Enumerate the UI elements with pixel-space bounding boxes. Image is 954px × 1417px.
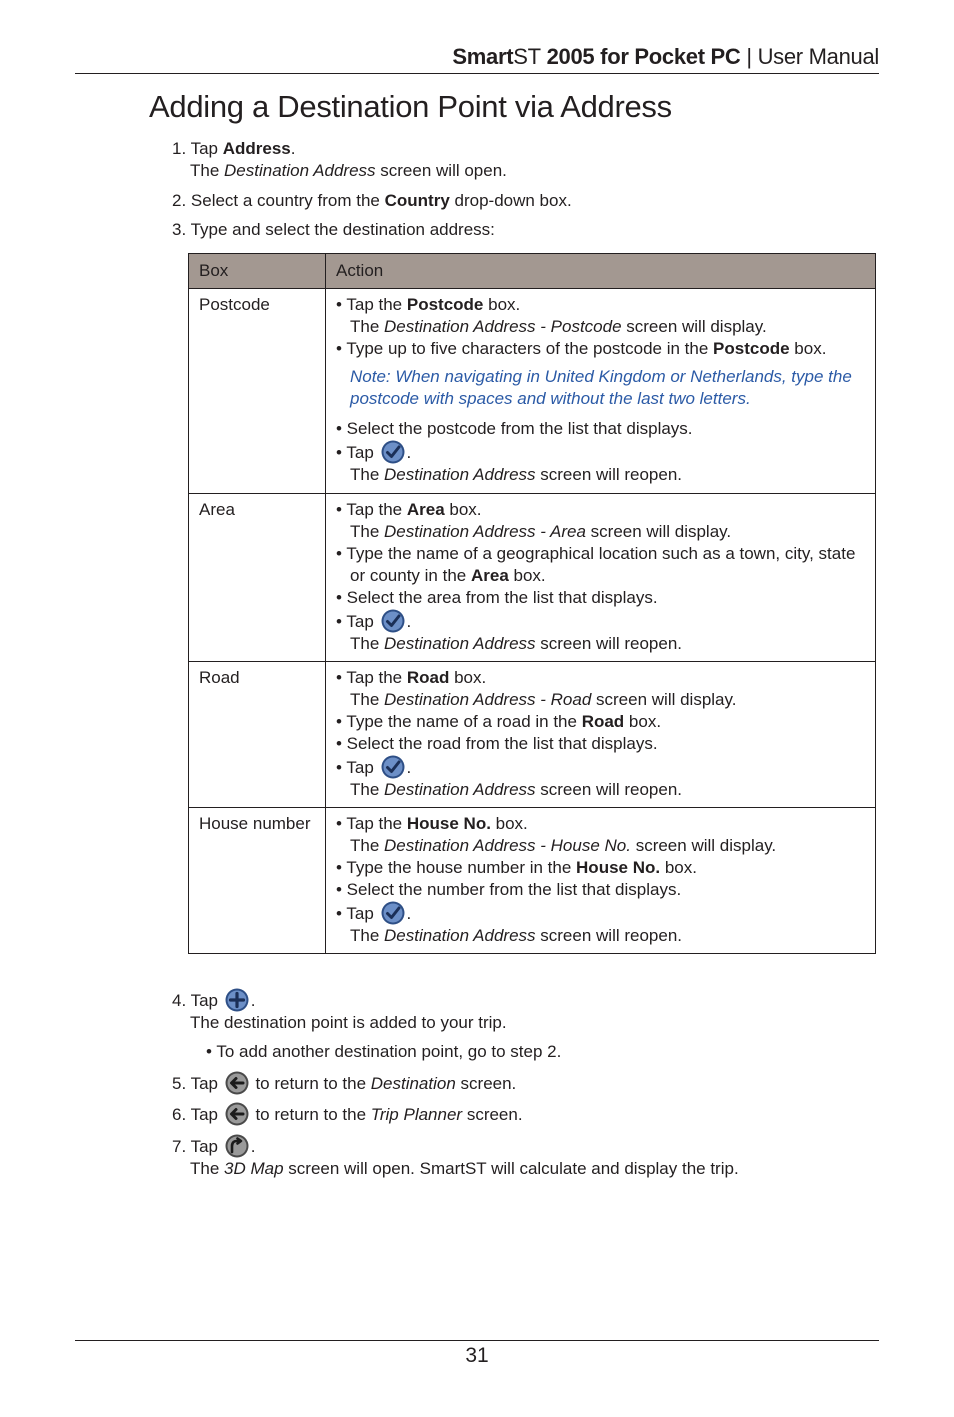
t: • Tap the [336, 814, 407, 833]
t: screen will display. [621, 317, 767, 336]
back-arrow-icon [225, 1102, 249, 1126]
road-b1-bold: Road [406, 668, 450, 687]
checkmark-icon [381, 901, 405, 925]
step-4-bullet: • To add another destination point, go to step 2. [206, 1042, 562, 1061]
step-1-line2-i: Destination Address [224, 161, 376, 180]
area-bullet-4 [336, 609, 865, 633]
t: screen will open. SmartST will calculate and display the trip. [283, 1159, 739, 1178]
t: • Tap the [336, 668, 407, 687]
page-number: 31 [465, 1344, 489, 1367]
t: • Type the name of a road in the [336, 712, 582, 731]
postcode-bullet-4 [336, 440, 865, 464]
t: The [350, 926, 385, 945]
postcode-b2-bold: Postcode [713, 339, 790, 358]
running-header [75, 44, 879, 72]
t: box. [490, 814, 528, 833]
area-screen-line [336, 521, 865, 543]
t: The [190, 1159, 225, 1178]
t: screen will reopen. [535, 634, 683, 653]
checkmark-icon [381, 755, 405, 779]
postcode-bullet-3: • Select the postcode from the list that displays. [336, 419, 693, 438]
t: box. [624, 712, 662, 731]
page-title: Adding a Destination Point via Address [149, 89, 672, 124]
house-b2-bold: House No. [576, 858, 661, 877]
step-4-prefix: 4. Tap [172, 991, 223, 1010]
road-b2-bold: Road [581, 712, 625, 731]
t: screen will reopen. [535, 926, 683, 945]
product-name: 2005 for Pocket PC [540, 44, 741, 69]
t: box. [449, 668, 487, 687]
step-1-line2 [172, 160, 507, 182]
step-1-line2-b: screen will open. [375, 161, 507, 180]
step-1 [172, 138, 507, 182]
postcode-screen-line [336, 316, 865, 338]
t: box. [660, 858, 697, 877]
step-7-suffix: . [250, 1137, 256, 1156]
step-1-bold: Address [222, 139, 291, 158]
action-road [326, 662, 876, 808]
address-fields-table [188, 253, 876, 954]
action-house-number [326, 808, 876, 954]
box-postcode: Postcode [189, 289, 326, 494]
area-bullet-1 [336, 499, 865, 521]
area-screen: Destination Address - Area [384, 522, 586, 541]
t: The [350, 317, 385, 336]
step-7-screen: 3D Map [224, 1159, 284, 1178]
step-2 [172, 190, 572, 212]
step-2-bold: Country [384, 191, 450, 210]
step-6-screen: Trip Planner [370, 1105, 463, 1124]
step-5-prefix: 5. Tap [172, 1074, 223, 1093]
t: • Tap the [336, 295, 407, 314]
t: Destination Address [384, 926, 536, 945]
postcode-bullet-1 [336, 294, 865, 316]
step-5-suffix: screen. [455, 1074, 517, 1093]
postcode-note [336, 366, 865, 410]
road-screen: Destination Address - Road [384, 690, 592, 709]
t: screen will display. [585, 522, 732, 541]
area-bullet-3: • Select the area from the list that displays. [336, 588, 658, 607]
brand-smart: Smart [452, 44, 514, 69]
road-bullet-2 [336, 711, 865, 733]
t: . [406, 443, 412, 462]
table-header-row [189, 254, 876, 289]
step-7-line2 [172, 1158, 739, 1180]
table-row-road [189, 662, 876, 808]
area-bullet-2-cont [336, 565, 865, 587]
brand-st: ST [513, 44, 541, 69]
t: . [406, 758, 412, 777]
t: . [406, 612, 412, 631]
t: The [350, 465, 385, 484]
road-bullet-1 [336, 667, 865, 689]
t: screen will display. [591, 690, 737, 709]
area-b1-bold: Area [406, 500, 445, 519]
t: • Tap [336, 904, 379, 923]
t: screen will reopen. [535, 780, 683, 799]
postcode-b1-bold: Postcode [406, 295, 484, 314]
house-bullet-4 [336, 901, 865, 925]
house-reopen [336, 925, 865, 947]
step-6-prefix: 6. Tap [172, 1105, 223, 1124]
road-screen-line [336, 689, 865, 711]
header-rule [75, 73, 879, 74]
step-6-mid: to return to the [250, 1105, 371, 1124]
step-4 [172, 988, 507, 1034]
postcode-reopen [336, 464, 865, 486]
box-road: Road [189, 662, 326, 808]
step-4-line2: The destination point is added to your trip. [190, 1013, 507, 1032]
step-6-suffix: screen. [462, 1105, 523, 1124]
action-area [326, 494, 876, 662]
back-arrow-icon [225, 1071, 249, 1095]
t: The [350, 690, 385, 709]
road-bullet-3: • Select the road from the list that displays. [336, 734, 658, 753]
t: screen will display. [630, 836, 777, 855]
t: • Tap [336, 443, 379, 462]
header-box: Box [189, 254, 326, 289]
postcode-screen: Destination Address - Postcode [384, 317, 622, 336]
step-5 [172, 1071, 516, 1095]
action-postcode [326, 289, 876, 494]
house-bullet-2 [336, 857, 865, 879]
t: or county in the [350, 566, 471, 585]
postcode-bullet-2 [336, 338, 865, 360]
step-1-line2-a: The [190, 161, 225, 180]
step-3: 3. Type and select the destination address: [172, 220, 495, 239]
step-5-screen: Destination [370, 1074, 456, 1093]
table-row-postcode [189, 289, 876, 494]
t: box. [508, 566, 546, 585]
step-7 [172, 1134, 739, 1180]
footer-rule [75, 1340, 879, 1341]
house-b1-bold: House No. [406, 814, 491, 833]
house-bullet-1 [336, 813, 865, 835]
t: The [350, 836, 385, 855]
step-2-prefix: 2. Select a country from the [172, 191, 385, 210]
road-reopen [336, 779, 865, 801]
step-7-prefix: 7. Tap [172, 1137, 223, 1156]
box-house-number: House number [189, 808, 326, 954]
t: box. [789, 339, 827, 358]
t: Destination Address [384, 634, 536, 653]
t: The [350, 780, 385, 799]
table-row-house-number [189, 808, 876, 954]
area-bullet-2: • Type the name of a geographical location such as a town, city, state [336, 544, 856, 563]
t: • Tap [336, 612, 379, 631]
step-1-suffix: . [290, 139, 296, 158]
header-separator: | [740, 44, 758, 69]
t: • Type up to five characters of the postcode in the [336, 339, 714, 358]
t: screen will reopen. [535, 465, 683, 484]
step-5-mid: to return to the [250, 1074, 371, 1093]
box-area: Area [189, 494, 326, 662]
t: The [350, 634, 385, 653]
t: The [350, 522, 385, 541]
t: . [406, 904, 412, 923]
t: • Type the house number in the [336, 858, 577, 877]
t: • Tap [336, 758, 379, 777]
t: • Tap the [336, 500, 407, 519]
plus-icon [225, 988, 249, 1012]
house-bullet-3: • Select the number from the list that displays. [336, 880, 682, 899]
navigate-icon [225, 1134, 249, 1158]
step-4-suffix: . [250, 991, 256, 1010]
t: box. [444, 500, 482, 519]
note-line-1: Note: When navigating in United Kingdom or Netherlands, type the [350, 367, 852, 386]
table-row-area [189, 494, 876, 662]
t: box. [483, 295, 521, 314]
note-line-2: postcode with spaces and without the last two letters. [350, 389, 751, 408]
doc-type: User Manual [757, 44, 879, 69]
area-b2-bold: Area [470, 566, 509, 585]
area-reopen [336, 633, 865, 655]
header-action: Action [326, 254, 876, 289]
checkmark-icon [381, 440, 405, 464]
checkmark-icon [381, 609, 405, 633]
step-1-prefix: 1. Tap [172, 139, 223, 158]
road-bullet-4 [336, 755, 865, 779]
t: Destination Address [384, 780, 536, 799]
step-6 [172, 1102, 523, 1126]
t: Destination Address [384, 465, 536, 484]
step-2-suffix: drop-down box. [449, 191, 572, 210]
house-screen: Destination Address - House No. [384, 836, 631, 855]
house-screen-line [336, 835, 865, 857]
